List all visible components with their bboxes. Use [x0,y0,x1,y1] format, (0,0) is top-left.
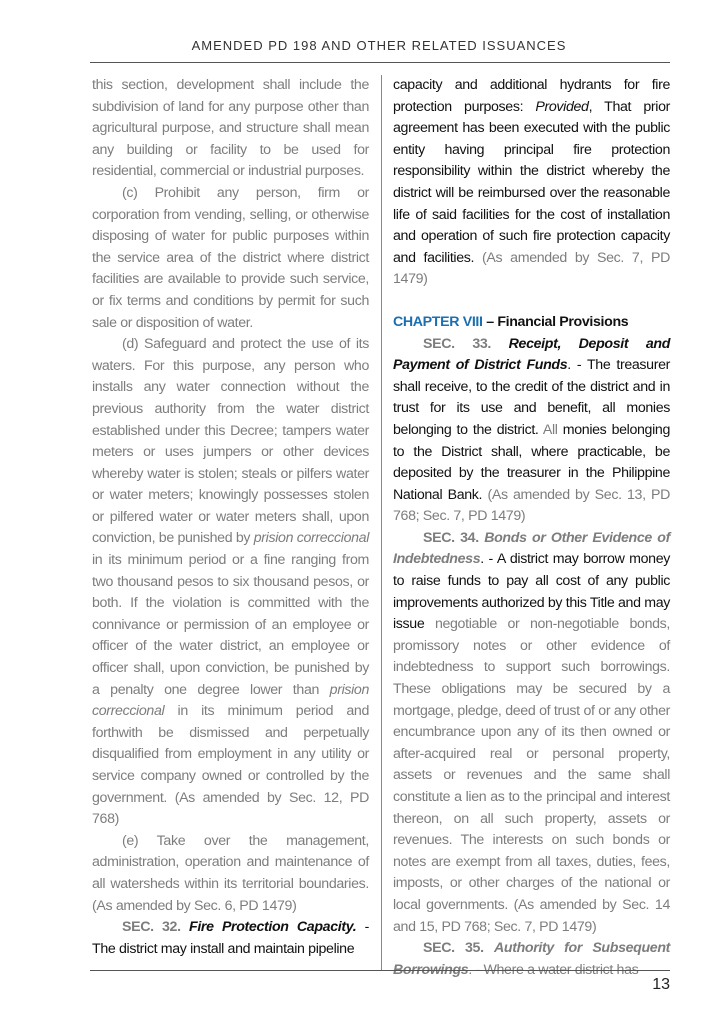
page-number: 13 [652,976,670,993]
text: . - The treasurer shall receive, to the credit of the district and in trust for its use and benefit, all monies belonging to the district. [393,357,670,438]
paragraph-development-definition: this section, development shall include the subdivision of land for any purpose other than agricultural purpose, and structure shall mean any building or facility to be used for residential, commercial or industrial purposes. [92,77,369,180]
text: negotiable or non-negotiable bonds, promissory notes or other evidence of indebtedness to support such borrowings. These obligations may be secured by a mortgage, pledge, deed of trust of or any other encumbrance upon any of its then owned or after-acquired real or personal property, assets or revenues and the same shall constitute a lien as to the principal and interest thereon, on all such property, assets or revenues. The interests on such bonds or notes are exempt from all taxes, duties, fees, imposts, or other charges of the national or local governments. (As amended by Sec. 14 and 15, PD 768; Sec. 7, PD 1479) [393,616,670,935]
text: All [542,421,558,438]
section-title: Fire Protection Capacity. [189,919,357,936]
section-title: Authority for Subsequent Borrowings [393,940,671,978]
text: . - A district may borrow money to raise funds to pay all cost of any public improvements authorized by this Title and may issue [393,551,670,633]
running-header: AMENDED PD 198 AND OTHER RELATED ISSUANCES [191,38,567,53]
text: in its minimum period or a fine ranging from two thousand pesos to six thousand pesos, or both. If the violation is committed with the connivance or permission of an employee or officer of the water district, an employee or officer shall, upon conviction, be punished by a penalty one degree lower than [92,552,369,698]
section-number: SEC. 32. [122,919,181,936]
section-number: SEC. 34. [423,529,479,546]
section-33 [393,334,670,528]
text: (d) Safeguard and protect the use of its waters. For this purpose, any person who installs any water connection without the previous authority from the water district established under this Decree; tampers water meters or uses jumpers or other devices whereby water is stolen; steals or pilfers water or water meters; knowingly possesses stolen or pilfered water or water meters shall, upon conviction, be punished by [92,336,369,547]
italic-term: prision correccional [92,681,369,720]
chapter-title: – Financial Provisions [482,313,629,330]
text: capacity and additional hydrants for fire protection purposes: [393,77,670,115]
paragraph-e-watersheds: (e) Take over the management, administration, operation and maintenance of all watersheds within its territorial boundaries. (As amended by Sec. 6, PD 1479) [92,832,369,914]
text: in its minimum period and forthwith be dismissed and perpetually disqualified from employment in any utility or service company owned or controlled by the government. (As amended by Sec. 12, PD 768) [92,703,369,828]
amendment-note: (As amended by Sec. 7, PD 1479) [393,249,670,288]
right-column [393,75,670,981]
section-title: Receipt, Deposit and Payment of District Funds [393,335,671,374]
chapter-label: CHAPTER VIII [393,313,483,330]
italic-term: prision correccional [253,530,370,547]
section-34 [393,528,670,938]
section-number: SEC. 35. [423,940,484,957]
text: . - Where a water district has [468,961,639,978]
section-number: SEC. 33. [423,335,492,352]
paragraph-fire-protection-continued [393,75,670,291]
header-divider [90,62,670,63]
column-divider [381,75,382,970]
section-text: - The district may install and maintain pipeline [92,919,369,957]
italic-term: Provided [535,98,589,115]
amendment-note: (As amended by Sec. 13, PD 768; Sec. 7, PD 1479) [393,486,671,525]
section-32 [92,917,369,960]
text: monies belonging to the District shall, where practicable, be deposited by the treasurer in the Philippine National Bank. [393,421,670,503]
left-column [92,75,369,960]
footer-divider [90,970,670,971]
text: , That prior agreement has been executed with the public entity having principal fire protection responsibility within the district whereby the district will be reimbursed over the reasonable life of said facilities for the cost of installation and operation of such fire protection capacity and facilities. [393,98,670,266]
paragraph-d-safeguard [92,334,369,831]
section-title: Bonds or Other Evidence of Indebtedness [393,529,670,568]
spacer [393,291,670,312]
section-35 [393,938,670,981]
paragraph-c-prohibit: (c) Prohibit any person, firm or corporation from vending, selling, or otherwise disposing of water for public purposes within the service area of the district where district facilities are available to provide such service, or fix terms and conditions by permit for such sale or disposition of water. [92,184,369,331]
chapter-heading [393,312,670,334]
